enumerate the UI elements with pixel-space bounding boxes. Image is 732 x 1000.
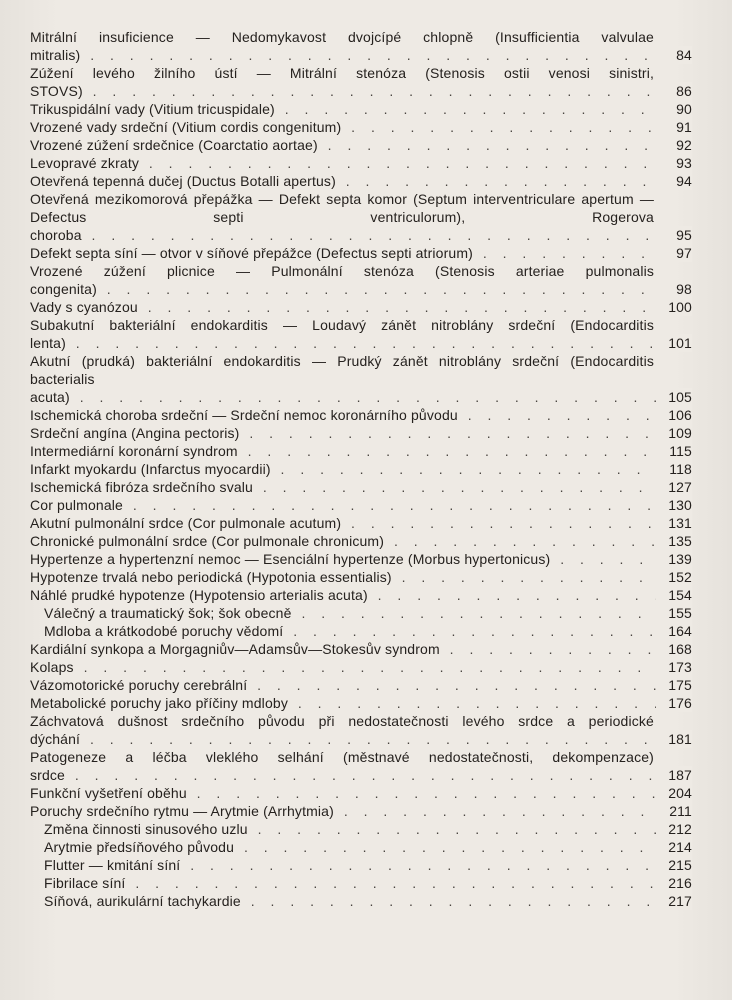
toc-entry: [30, 748, 692, 784]
toc-page-number: 155: [656, 604, 692, 622]
toc-page-number: 115: [656, 442, 692, 460]
toc-entry: [30, 802, 692, 820]
toc-page-number: 154: [656, 586, 692, 604]
toc-entry-title: Arytmie předsíňového původu . . .: [30, 838, 692, 856]
toc-entry-title: Hypertenze a hypertenzní nemoc — Esenciální hypertenze (Morbus hypertonicus) . . .: [30, 550, 692, 568]
toc-page-number: 135: [656, 532, 692, 550]
toc-entry: [30, 694, 692, 712]
toc-entry: [30, 244, 692, 262]
toc-page-number: 90: [656, 100, 692, 118]
toc-page-number: 95: [656, 226, 692, 244]
toc-entry: [30, 316, 692, 352]
toc-page-number: 97: [656, 244, 692, 262]
toc-page-number: 106: [656, 406, 692, 424]
toc-entry-title: Levopravé zkraty . . .: [30, 154, 692, 172]
toc-page-number: 105: [656, 388, 692, 406]
toc-entry-title: Patogeneze a léčba vleklého selhání (městnavé nedostatečnosti, dekompenzace) srdce . . .: [30, 748, 692, 784]
toc-entry-title: Cor pulmonale . . .: [30, 496, 692, 514]
toc-entry-title: Chronické pulmonální srdce (Cor pulmonale chronicum) . . .: [30, 532, 692, 550]
toc-page-number: 215: [656, 856, 692, 874]
toc-entry: [30, 784, 692, 802]
toc-page-number: 181: [656, 730, 692, 748]
toc-entry-title: Kardiální synkopa a Morgagniův—Adamsův—Stokesův syndrom . . .: [30, 640, 692, 658]
toc-page-number: 93: [656, 154, 692, 172]
toc-entry-title: Infarkt myokardu (Infarctus myocardii) . . .: [30, 460, 692, 478]
toc-entry-title: Otevřená mezikomorová přepážka — Defekt septa komor (Septum interventriculare apertum — Defectus septi ventriculorum), Rogerova choroba . . .: [30, 190, 692, 244]
toc-entry: [30, 442, 692, 460]
toc-entry-title: Kolaps . . .: [30, 658, 692, 676]
toc-entry-title: Ischemická choroba srdeční — Srdeční nemoc koronárního původu . . .: [30, 406, 692, 424]
toc-entry-title: Vady s cyanózou . . .: [30, 298, 692, 316]
toc-entry: [30, 406, 692, 424]
toc-page-number: 98: [656, 280, 692, 298]
toc-page-number: 118: [656, 460, 692, 478]
toc-entry: [30, 136, 692, 154]
toc-entry: [30, 550, 692, 568]
toc-page-number: 130: [656, 496, 692, 514]
toc-entry-title: Intermediární koronární syndrom . . .: [30, 442, 692, 460]
toc-entry: [30, 100, 692, 118]
toc-page-number: 176: [656, 694, 692, 712]
toc-page-number: 211: [656, 802, 692, 820]
toc-page-number: 94: [656, 172, 692, 190]
toc-entry: [30, 892, 692, 910]
toc-entry: [30, 712, 692, 748]
toc-entry-title: Trikuspidální vady (Vitium tricuspidale) . . .: [30, 100, 692, 118]
toc-entry: [30, 514, 692, 532]
toc-entry-title: Akutní pulmonální srdce (Cor pulmonale acutum) . . .: [30, 514, 692, 532]
toc-entry: [30, 118, 692, 136]
toc-page-number: 204: [656, 784, 692, 802]
toc-page-number: 84: [656, 46, 692, 64]
toc-page-number: 187: [656, 766, 692, 784]
toc-page-number: 100: [656, 298, 692, 316]
toc-page-number: 152: [656, 568, 692, 586]
toc-entry: [30, 856, 692, 874]
toc-page-number: 127: [656, 478, 692, 496]
toc-entry: [30, 676, 692, 694]
toc-page-number: 173: [656, 658, 692, 676]
toc-entry: [30, 532, 692, 550]
toc-page-number: 214: [656, 838, 692, 856]
toc-entry-title: Síňová, aurikulární tachykardie . . .: [30, 892, 692, 910]
toc-page-number: 92: [656, 136, 692, 154]
toc-entry: [30, 478, 692, 496]
toc-page-number: 217: [656, 892, 692, 910]
toc-page-number: 175: [656, 676, 692, 694]
toc-entry: [30, 640, 692, 658]
toc-entry-title: Defekt septa síní — otvor v síňové přepážce (Defectus septi atriorum) . . .: [30, 244, 692, 262]
toc-entry: [30, 838, 692, 856]
toc-entry-title: Srdeční angína (Angina pectoris) . . .: [30, 424, 692, 442]
toc-entry: [30, 874, 692, 892]
toc-entry-title: Vrozené vady srdeční (Vitium cordis congenitum) . . .: [30, 118, 692, 136]
toc-page-number: 212: [656, 820, 692, 838]
toc-entry: [30, 190, 692, 244]
toc-entry-title: Vázomotorické poruchy cerebrální . . .: [30, 676, 692, 694]
toc-entry-title: Subakutní bakteriální endokarditis — Loudavý zánět nitroblány srdeční (Endocarditis lenta) . . .: [30, 316, 692, 352]
toc-page-number: 101: [656, 334, 692, 352]
toc-entry-title: Záchvatová dušnost srdečního původu při nedostatečnosti levého srdce a periodické dýchání . . .: [30, 712, 692, 748]
toc-entry: [30, 658, 692, 676]
toc-page-number: 164: [656, 622, 692, 640]
toc-entry: [30, 622, 692, 640]
toc-entry: [30, 820, 692, 838]
toc-entry-title: Funkční vyšetření oběhu . . .: [30, 784, 692, 802]
toc-entry: [30, 496, 692, 514]
toc-entry-title: Náhlé prudké hypotenze (Hypotensio arterialis acuta) . . .: [30, 586, 692, 604]
toc-page-number: 86: [656, 82, 692, 100]
toc-entry-title: Změna činnosti sinusového uzlu . . .: [30, 820, 692, 838]
toc-entry: [30, 262, 692, 298]
toc-entry-title: Vrozené zúžení srdečnice (Coarctatio aortae) . . .: [30, 136, 692, 154]
toc-entry: [30, 424, 692, 442]
toc-entry-title: Akutní (prudká) bakteriální endokarditis — Prudký zánět nitroblány srdeční (Endocarditis bacterialis acuta) . . .: [30, 352, 692, 406]
toc-entry-title: Hypotenze trvalá nebo periodická (Hypotonia essentialis) . . .: [30, 568, 692, 586]
toc-entry-title: Poruchy srdečního rytmu — Arytmie (Arrhytmia) . . .: [30, 802, 692, 820]
toc-entry: [30, 28, 692, 64]
table-of-contents: [30, 28, 692, 910]
toc-entry-title: Fibrilace síní . . .: [30, 874, 692, 892]
toc-entry: [30, 352, 692, 406]
toc-entry-title: Flutter — kmitání síní . . .: [30, 856, 692, 874]
toc-entry: [30, 64, 692, 100]
toc-entry: [30, 298, 692, 316]
toc-page-number: 109: [656, 424, 692, 442]
toc-page-number: 91: [656, 118, 692, 136]
toc-page-number: 131: [656, 514, 692, 532]
toc-entry-title: Metabolické poruchy jako příčiny mdloby . . .: [30, 694, 692, 712]
toc-entry-title: Mitrální insuficience — Nedomykavost dvojcípé chlopně (Insufficientia valvulae mitralis) . . .: [30, 28, 692, 64]
toc-page-number: 168: [656, 640, 692, 658]
toc-entry: [30, 604, 692, 622]
toc-page-number: 139: [656, 550, 692, 568]
toc-entry: [30, 460, 692, 478]
toc-entry: [30, 154, 692, 172]
toc-entry-title: Mdloba a krátkodobé poruchy vědomí . . .: [30, 622, 692, 640]
toc-entry-title: Zúžení levého žilního ústí — Mitrální stenóza (Stenosis ostii venosi sinistri, STOVS) . . .: [30, 64, 692, 100]
toc-page-number: 216: [656, 874, 692, 892]
toc-entry: [30, 586, 692, 604]
toc-entry-title: Vrozené zúžení plicnice — Pulmonální stenóza (Stenosis arteriae pulmonalis congenita) . . .: [30, 262, 692, 298]
toc-entry-title: Ischemická fibróza srdečního svalu . . .: [30, 478, 692, 496]
toc-entry-title: Válečný a traumatický šok; šok obecně . . .: [30, 604, 692, 622]
toc-entry: [30, 172, 692, 190]
toc-entry-title: Otevřená tepenná dučej (Ductus Botalli apertus) . . .: [30, 172, 692, 190]
toc-entry: [30, 568, 692, 586]
